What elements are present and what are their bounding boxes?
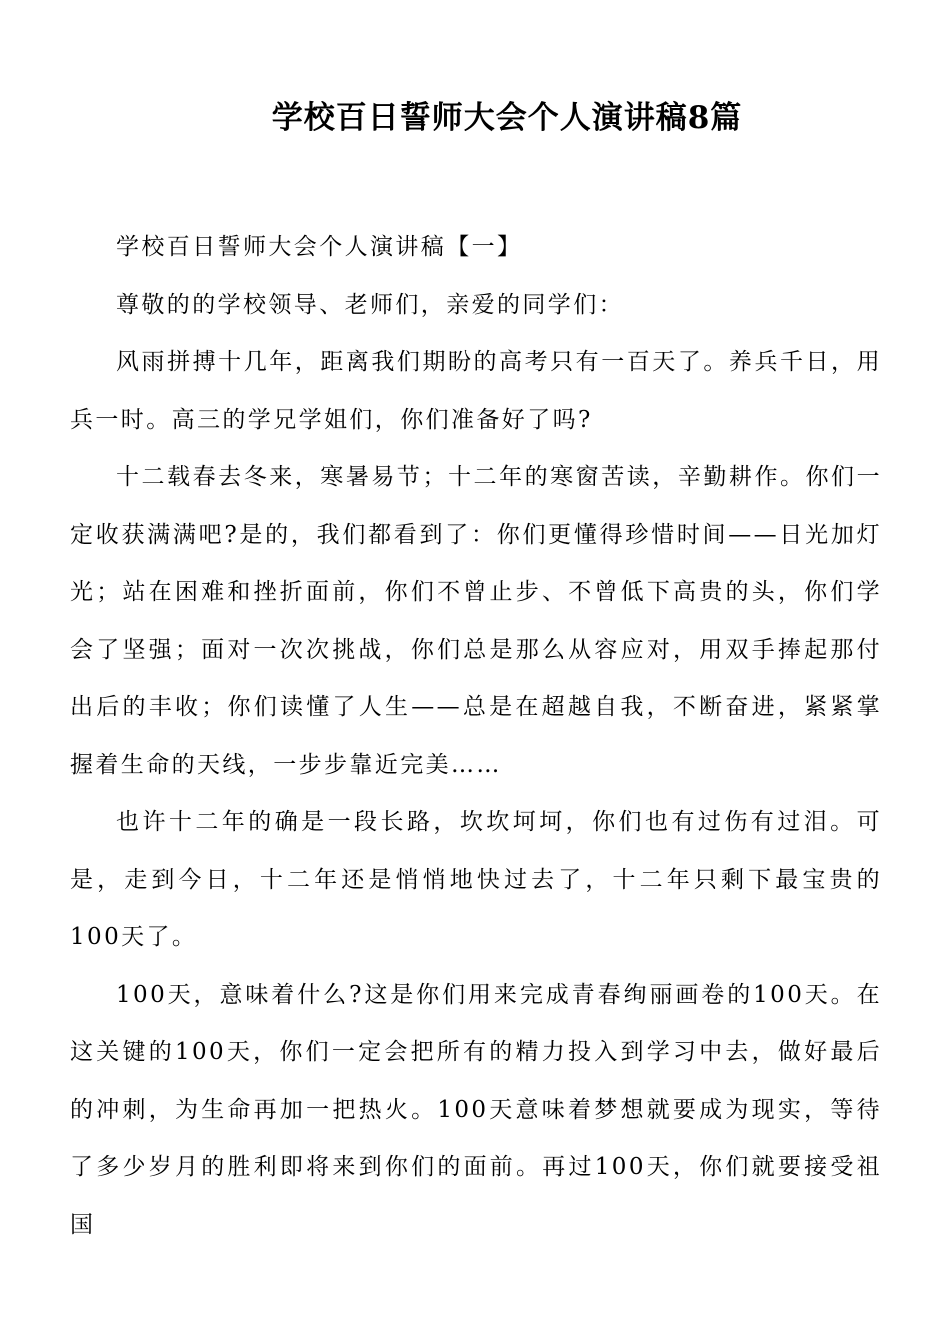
body-paragraph: 十二载春去冬来，寒暑易节；十二年的寒窗苦读，辛勤耕作。你们一定收获满满吧?是的，我们都看到了：你们更懂得珍惜时间——日光加灯光；站在困难和挫折面前，你们不曾止步、不曾低下高贵的头，你们学会了坚强；面对一次次挑战，你们总是那么从容应对，用双手捧起那付出后的丰收；你们读懂了人生——总是在超越自我，不断奋进，紧紧掌握着生命的天线，一步步靠近完美…… <box>70 464 882 778</box>
body-paragraph: 也许十二年的确是一段长路，坎坎坷坷，你们也有过伤有过泪。可是，走到今日，十二年还是悄悄地快过去了，十二年只剩下最宝贵的100天了。 <box>70 809 882 950</box>
document-body <box>70 219 882 1254</box>
document-title: 学校百日誓师大会个人演讲稿8篇 <box>271 100 743 136</box>
body-paragraph: 风雨拼搏十几年，距离我们期盼的高考只有一百天了。养兵千日，用兵一时。高三的学兄学姐们，你们准备好了吗? <box>70 349 882 433</box>
body-paragraph: 100天，意味着什么?这是你们用来完成青春绚丽画卷的100天。在这关键的100天，你们一定会把所有的精力投入到学习中去，做好最后的冲刺，为生命再加一把热火。100天意味着梦想就要成为现实，等待了多少岁月的胜利即将来到你们的面前。再过100天，你们就要接受祖国 <box>70 981 882 1238</box>
salutation-paragraph: 尊敬的的学校领导、老师们，亲爱的同学们： <box>116 291 624 318</box>
section-heading: 学校百日誓师大会个人演讲稿【一】 <box>116 234 523 260</box>
